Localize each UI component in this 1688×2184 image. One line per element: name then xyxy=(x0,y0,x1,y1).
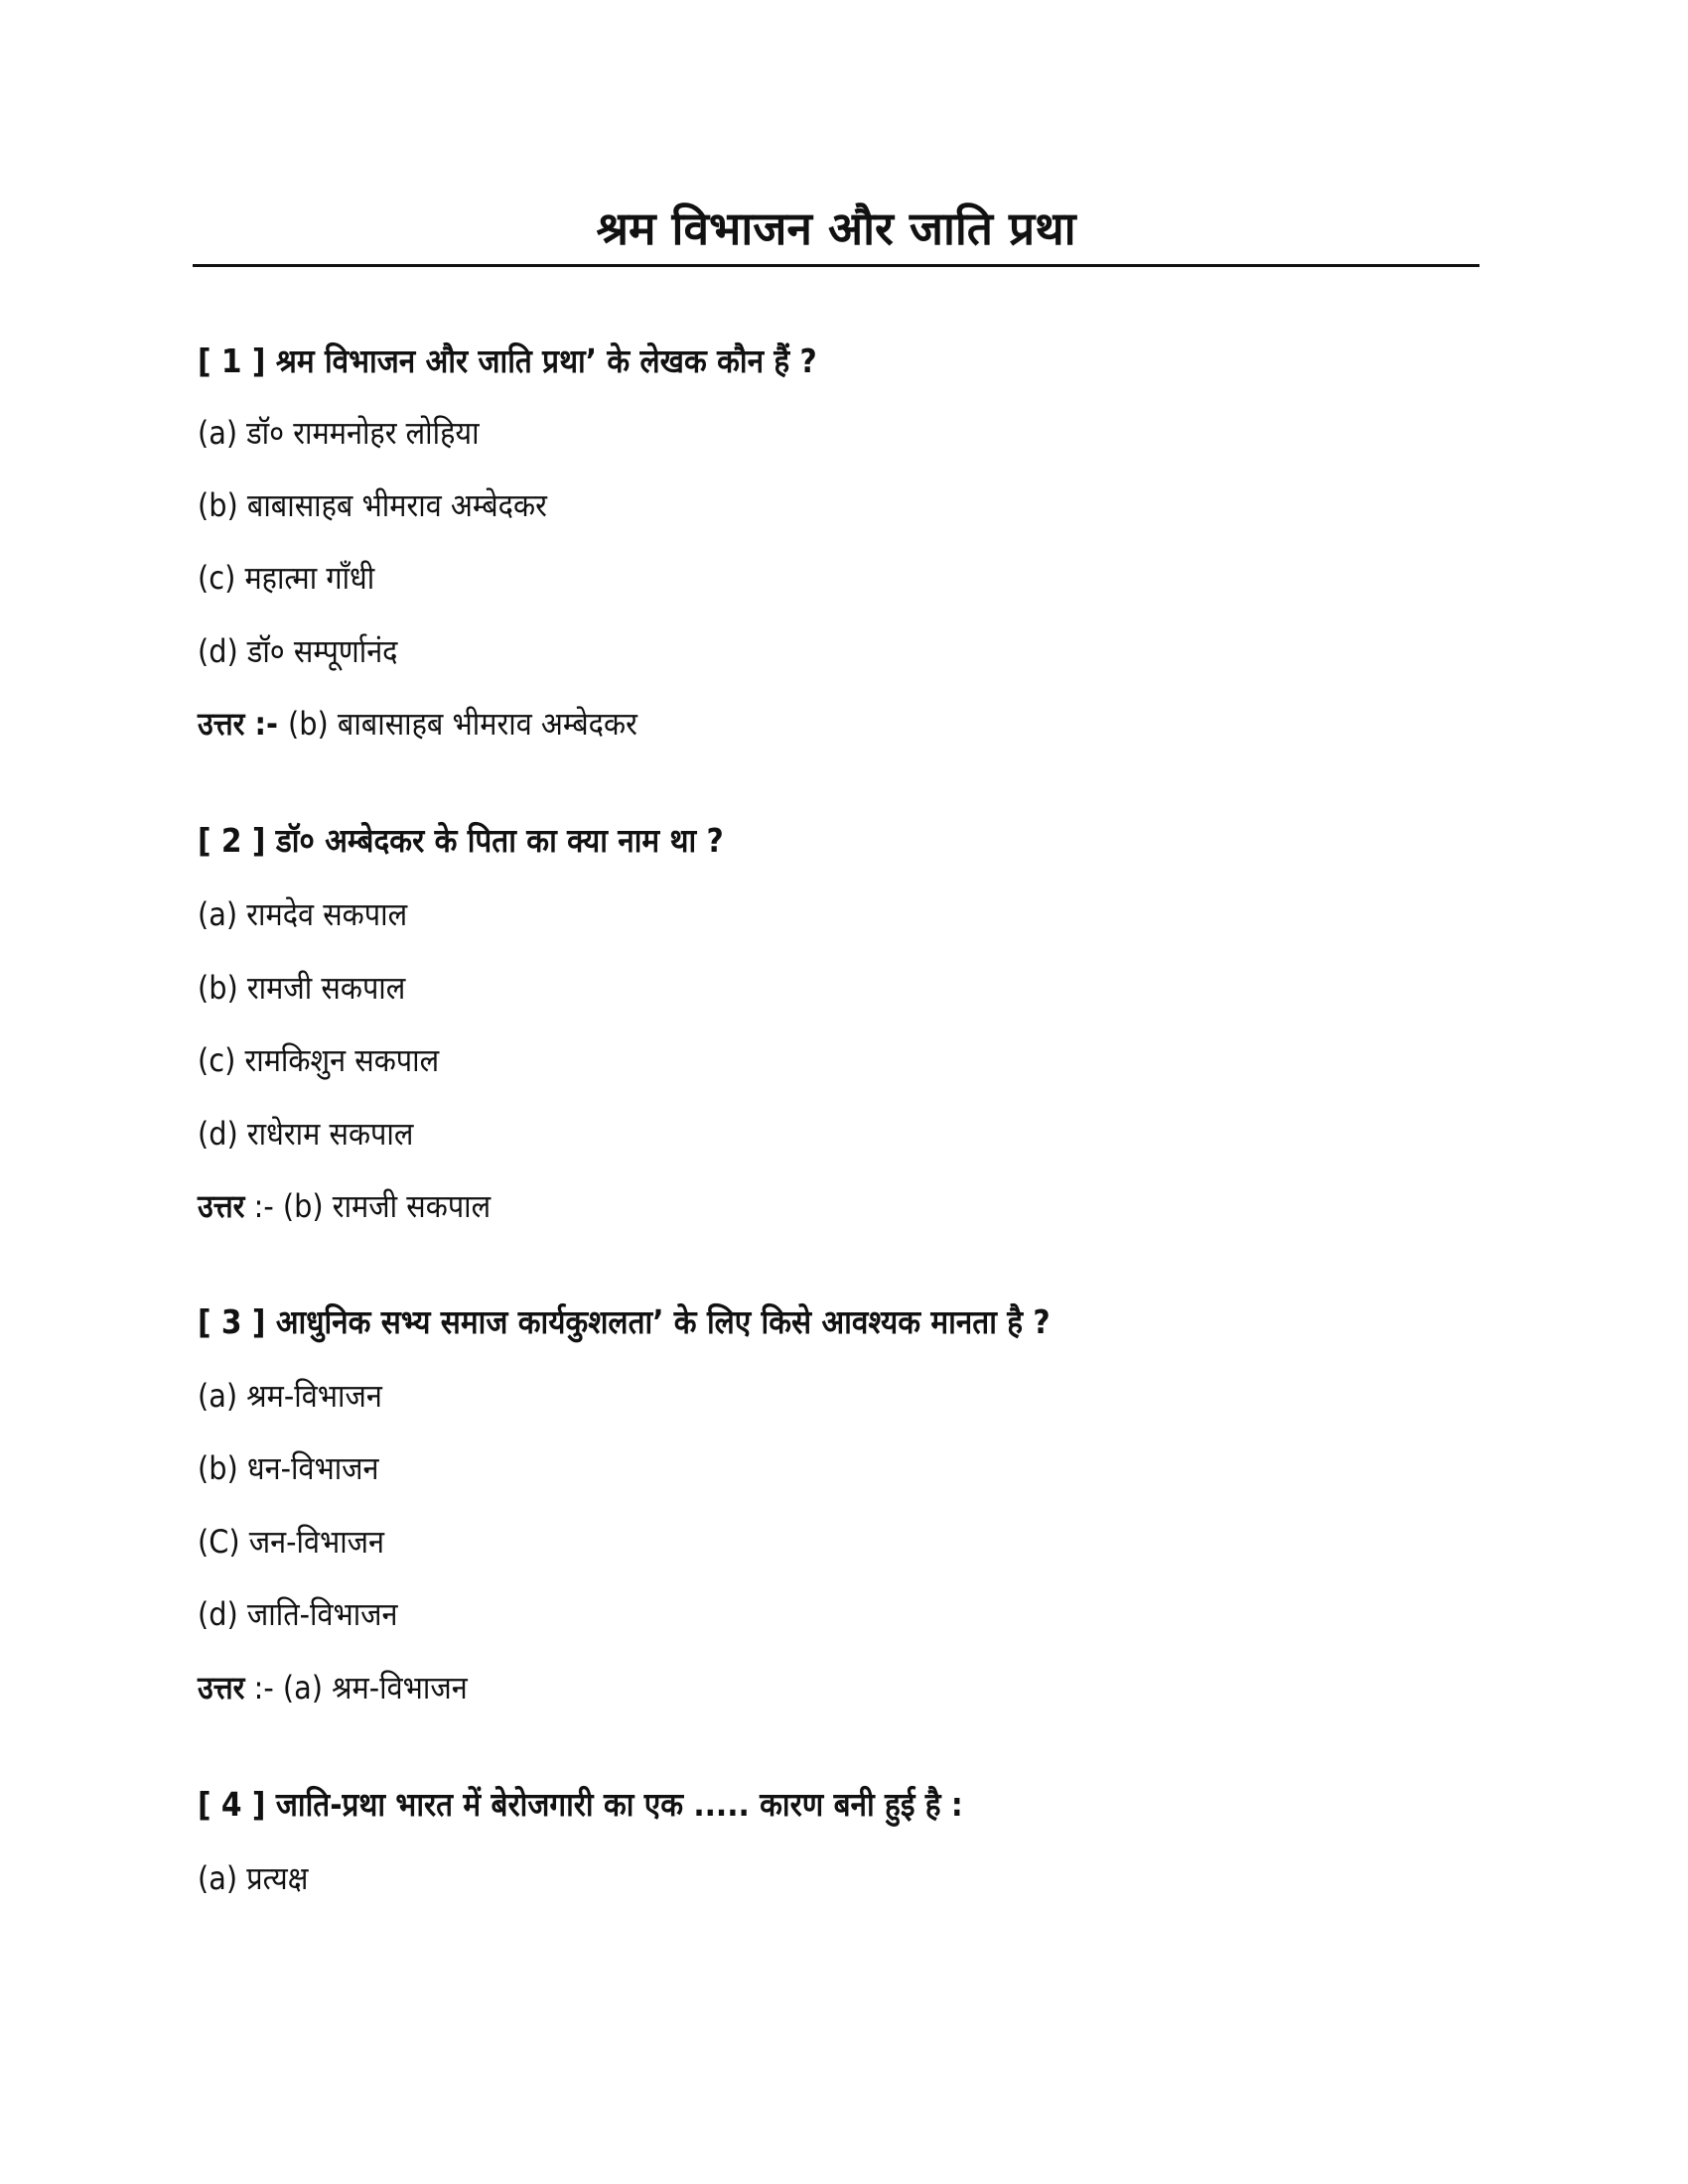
option-d: (d) राधेराम सकपाल xyxy=(198,1115,414,1153)
option-b: (b) रामजी सकपाल xyxy=(198,969,406,1007)
option-b: (b) बाबासाहब भीमराव अम्बेदकर xyxy=(198,486,547,524)
question-text: डॉ० अम्बेदकर के पिता का क्या नाम था ? xyxy=(275,821,724,860)
question-2 xyxy=(198,819,724,863)
answer-label: उत्तर xyxy=(198,705,245,743)
answer-text: (a) श्रम-विभाजन xyxy=(282,1669,468,1706)
question-number: [ 1 ] xyxy=(198,341,266,380)
question-text: श्रम विभाजन और जाति प्रथा’ के लेखक कौन हैं ? xyxy=(275,341,817,380)
question-text: आधुनिक सभ्य समाज कार्यकुशलता’ के लिए किसे आवश्यक मानता है ? xyxy=(275,1302,1051,1341)
option-a: (a) श्रम-विभाजन xyxy=(198,1377,382,1415)
option-b: (b) धन-विभाजन xyxy=(198,1449,379,1487)
option-a: (a) डॉ० राममनोहर लोहिया xyxy=(198,414,480,452)
question-number: [ 3 ] xyxy=(198,1302,266,1341)
option-c: (c) रामकिशुन सकपाल xyxy=(198,1041,440,1079)
answer-label: उत्तर xyxy=(198,1669,245,1706)
answer-text: (b) बाबासाहब भीमराव अम्बेदकर xyxy=(287,705,637,743)
question-number: [ 2 ] xyxy=(198,821,266,860)
question-text: जाति-प्रथा भारत में बेरोजगारी का एक ..... कारण बनी हुई है : xyxy=(275,1785,963,1824)
answer-label: उत्तर xyxy=(198,1187,245,1225)
answer-2 xyxy=(198,1184,491,1228)
question-4 xyxy=(198,1783,963,1827)
title-underline xyxy=(193,264,1479,267)
question-1 xyxy=(198,340,817,383)
option-a: (a) रामदेव सकपाल xyxy=(198,895,408,933)
answer-text: (b) रामजी सकपाल xyxy=(282,1187,492,1225)
question-3 xyxy=(198,1300,1051,1344)
answer-3 xyxy=(198,1666,468,1709)
answer-separator: :- xyxy=(244,1669,283,1706)
answer-separator: :- xyxy=(244,1187,283,1225)
question-number: [ 4 ] xyxy=(198,1785,266,1824)
option-c: (C) जन-विभाजन xyxy=(198,1523,385,1561)
answer-separator: :- xyxy=(244,705,288,743)
option-d: (d) जाति-विभाजन xyxy=(198,1595,398,1633)
answer-1 xyxy=(198,702,637,746)
option-a: (a) प्रत्यक्ष xyxy=(198,1859,309,1897)
option-c: (c) महात्मा गाँधी xyxy=(198,559,375,597)
page-title: श्रम विभाजन और जाति प्रथा xyxy=(596,202,1076,255)
option-d: (d) डॉ० सम्पूर्णानंद xyxy=(198,632,398,670)
